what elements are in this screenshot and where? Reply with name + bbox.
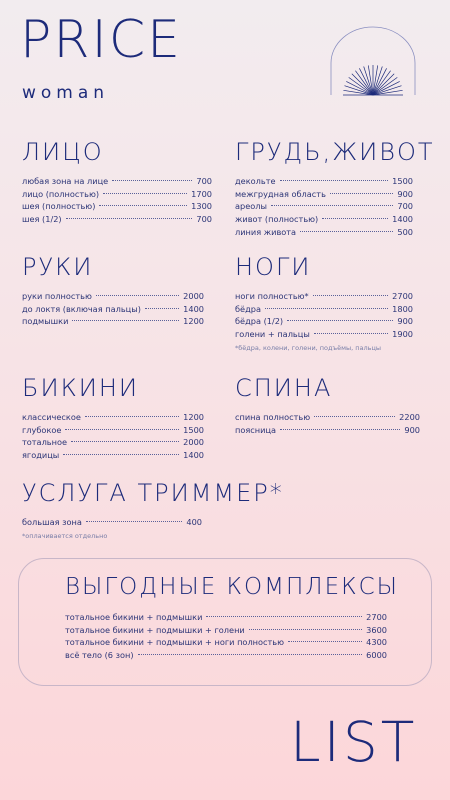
dot-leader: [313, 295, 389, 296]
service-name: поясница: [235, 424, 277, 435]
service-price: 900: [397, 188, 413, 199]
price-row: [22, 516, 202, 529]
service-price: 1400: [183, 450, 204, 461]
footer-word: LIST: [290, 710, 418, 774]
section-title: УСЛУГА ТРИММЕР*: [22, 479, 284, 507]
service-name: бёдра: [235, 303, 261, 314]
service-name: глубокое: [22, 424, 62, 435]
price-row: [235, 213, 413, 226]
price-row: [22, 188, 212, 201]
service-name: декольте: [235, 176, 276, 186]
service-price: 1700: [191, 188, 212, 199]
page-subtitle: woman: [22, 83, 110, 103]
dot-leader: [63, 454, 179, 455]
price-row: [235, 200, 413, 213]
dot-leader: [314, 416, 395, 417]
service-price: 1300: [191, 201, 212, 212]
section-combos: [65, 574, 399, 662]
dot-leader: [85, 416, 179, 417]
dot-leader: [280, 180, 389, 181]
service-name: шея (1/2): [22, 214, 62, 225]
section-title: ЛИЦО: [22, 138, 104, 166]
section-face: [22, 140, 212, 226]
service-name: руки полностью: [22, 291, 92, 301]
sunrise-arch-icon: [328, 25, 418, 105]
dot-leader: [112, 180, 192, 181]
service-price: 6000: [366, 650, 387, 661]
service-name: тотальное бикини + подмышки: [65, 612, 203, 622]
dot-leader: [300, 231, 393, 232]
dot-leader: [99, 205, 187, 206]
dot-leader: [280, 429, 400, 430]
section-bikini: [22, 376, 204, 462]
price-row: [235, 226, 413, 239]
service-price: 3600: [366, 624, 387, 635]
service-name: любая зона на лице: [22, 176, 109, 186]
price-row: [65, 624, 387, 637]
section-trimmer: [22, 479, 284, 540]
service-price: 1900: [392, 329, 413, 340]
service-price: 1200: [183, 412, 204, 422]
section-title: ГРУДЬ,ЖИВОТ: [235, 138, 435, 166]
price-row: [22, 175, 212, 188]
service-price: 500: [397, 226, 413, 237]
dot-leader: [66, 218, 193, 219]
section-title: ВЫГОДНЫЕ КОМПЛЕКСЫ: [65, 574, 399, 600]
dot-leader: [287, 320, 393, 321]
dot-leader: [265, 308, 388, 309]
price-row: [22, 411, 204, 424]
service-price: 700: [196, 176, 212, 186]
section-legs: [235, 255, 413, 352]
service-name: линия живота: [235, 226, 297, 237]
service-name: тотальное бикини + подмышки + голени: [65, 624, 245, 635]
price-row: [235, 188, 413, 201]
service-name: голени + пальцы: [235, 329, 310, 340]
price-row: [65, 636, 387, 649]
service-price: 1400: [183, 303, 204, 314]
dot-leader: [314, 333, 388, 334]
service-name: шея (полностью): [22, 201, 96, 212]
service-price: 2700: [392, 291, 413, 301]
dot-leader: [96, 295, 179, 296]
service-price: 1800: [392, 303, 413, 314]
dot-leader: [138, 654, 363, 655]
dot-leader: [72, 320, 179, 321]
service-name: классическое: [22, 412, 81, 422]
service-price: 1500: [392, 176, 413, 186]
service-price: 1400: [392, 214, 413, 225]
section-chest-belly: [235, 138, 435, 238]
service-name: ягодицы: [22, 450, 60, 461]
service-price: 2000: [183, 437, 204, 448]
service-price: 2200: [399, 412, 420, 422]
service-price: 4300: [366, 637, 387, 648]
price-row: [22, 424, 204, 437]
price-row: [22, 303, 204, 316]
price-row: [235, 315, 413, 328]
page-title: PRICE: [20, 10, 182, 70]
dot-leader: [65, 429, 179, 430]
price-row: [65, 611, 387, 624]
service-price: 2700: [366, 612, 387, 622]
price-row: [22, 200, 212, 213]
section-back: [235, 376, 420, 436]
service-name: всё тело (6 зон): [65, 650, 134, 661]
service-price: 2000: [183, 291, 204, 301]
section-title: НОГИ: [235, 253, 312, 281]
price-row: [235, 303, 413, 316]
service-name: спина полностью: [235, 412, 311, 422]
service-name: лицо (полностью): [22, 188, 100, 199]
dot-leader: [206, 616, 362, 617]
section-hands: [22, 255, 204, 328]
price-row: [22, 436, 204, 449]
service-name: межгрудная область: [235, 188, 326, 199]
service-name: подмышки: [22, 316, 69, 327]
price-row: [22, 290, 204, 303]
price-row: [235, 328, 413, 341]
dot-leader: [86, 521, 182, 522]
price-row: [235, 175, 413, 188]
service-name: тотальное: [22, 437, 68, 448]
service-price: 1500: [183, 424, 204, 435]
price-row: [22, 213, 212, 226]
section-title: СПИНА: [235, 374, 333, 402]
dot-leader: [103, 193, 187, 194]
service-price: 700: [196, 214, 212, 225]
service-name: ареолы: [235, 201, 267, 212]
dot-leader: [288, 641, 362, 642]
dot-leader: [322, 218, 388, 219]
section-title: БИКИНИ: [22, 374, 140, 402]
price-row: [235, 424, 420, 437]
dot-leader: [249, 629, 362, 630]
price-row: [235, 411, 420, 424]
service-price: 900: [404, 424, 420, 435]
footnote: *оплачивается отдельно: [22, 531, 108, 540]
service-price: 400: [186, 517, 202, 527]
service-name: бёдра (1/2): [235, 316, 284, 327]
service-name: ноги полностью*: [235, 291, 309, 301]
footnote: *бёдра, колени, голени, подъёмы, пальцы: [235, 343, 382, 352]
service-price: 700: [397, 201, 413, 212]
price-row: [22, 315, 204, 328]
price-row: [65, 649, 387, 662]
service-price: 1200: [183, 316, 204, 327]
service-name: тотальное бикини + подмышки + ноги полностью: [65, 637, 285, 648]
section-title: РУКИ: [22, 253, 94, 281]
price-row: [22, 449, 204, 462]
service-name: живот (полностью): [235, 214, 319, 225]
service-name: до локтя (включая пальцы): [22, 303, 141, 314]
dot-leader: [71, 441, 179, 442]
service-name: большая зона: [22, 517, 82, 527]
dot-leader: [330, 193, 393, 194]
service-price: 900: [397, 316, 413, 327]
dot-leader: [145, 308, 179, 309]
dot-leader: [271, 205, 393, 206]
price-row: [235, 290, 413, 303]
